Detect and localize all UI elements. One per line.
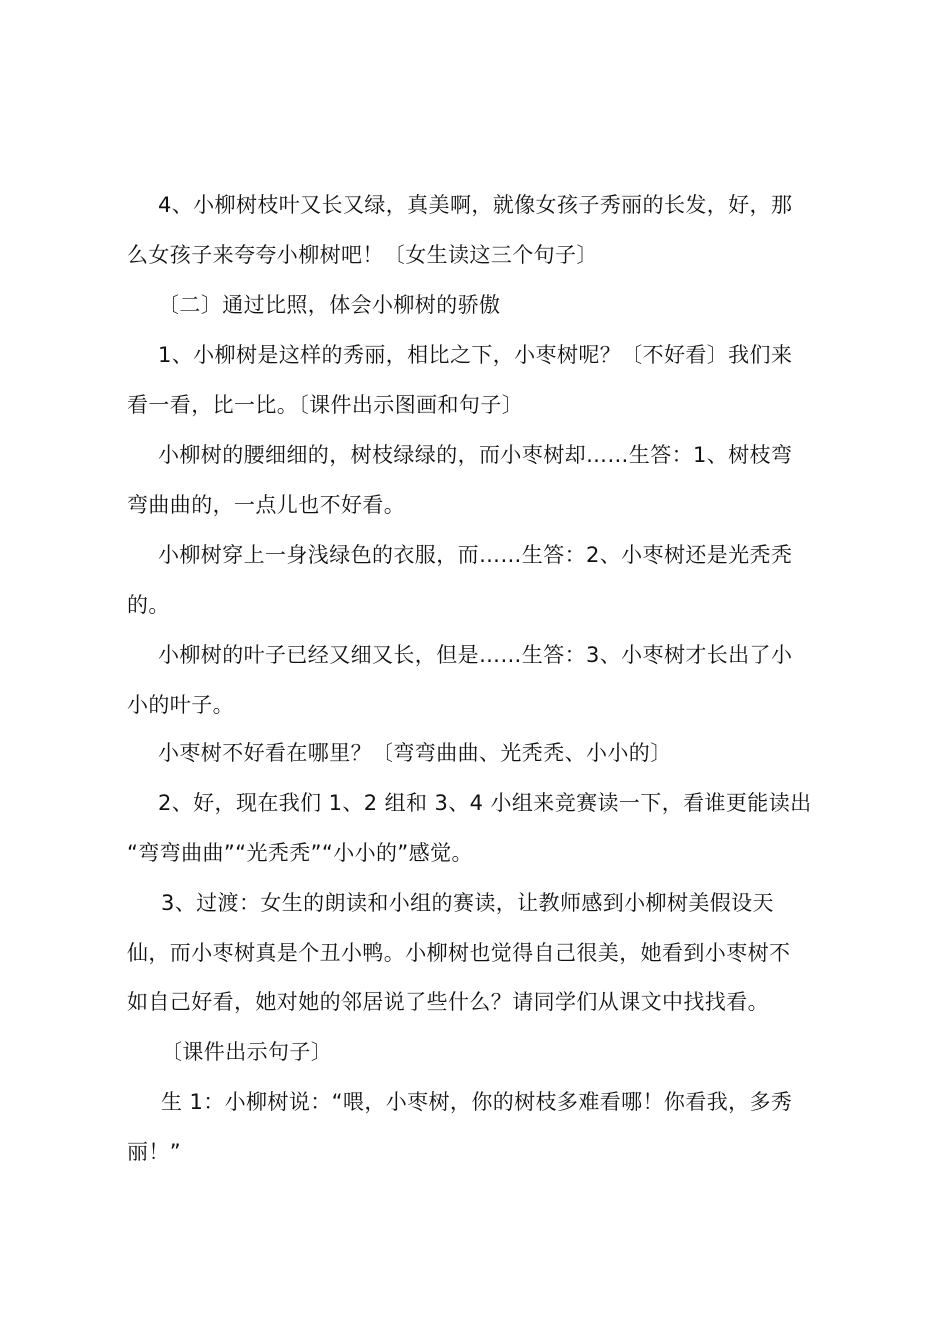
paragraph-11-line-1: 生 1：小柳树说：“喂，小枣树，你的树枝多难看哪！你看我，多秀	[161, 1090, 793, 1114]
paragraph-11-line-2: 丽！”	[127, 1140, 182, 1164]
paragraph-4-line-1: 小柳树的腰细细的，树枝绿绿的，而小枣树却……生答：1、树枝弯	[158, 443, 793, 467]
paragraph-5-line-2: 的。	[127, 593, 170, 617]
paragraph-3-line-1: 1、小柳树是这样的秀丽，相比之下，小枣树呢？〔不好看〕我们来	[158, 343, 793, 367]
paragraph-6-line-2: 小的叶子。	[127, 693, 234, 717]
paragraph-4-line-2: 弯曲曲的，一点儿也不好看。	[127, 493, 406, 517]
paragraph-5-line-1: 小柳树穿上一身浅绿色的衣服，而……生答：2、小枣树还是光秃秃	[158, 543, 793, 567]
paragraph-1-line-1: 4、小柳树枝叶又长又绿，真美啊，就像女孩子秀丽的长发，好，那	[158, 193, 793, 217]
paragraph-8-line-2: “弯弯曲曲”“光秃秃”“小小的”感觉。	[127, 841, 473, 865]
paragraph-3-line-2: 看一看，比一比。〔课件出示图画和句子〕	[127, 393, 524, 417]
paragraph-8-line-1: 2、好，现在我们 1、2 组和 3、4 小组来竞赛读一下，看谁更能读出	[158, 791, 812, 815]
section-heading: 〔二〕通过比照，体会小柳树的骄傲	[158, 293, 501, 317]
paragraph-1-line-2: 么女孩子来夸夸小柳树吧！〔女生读这三个句子〕	[127, 243, 598, 267]
paragraph-10-line-1: 〔课件出示句子〕	[161, 1040, 333, 1064]
paragraph-6-line-1: 小柳树的叶子已经又细又长，但是……生答：3、小枣树才长出了小	[158, 643, 793, 667]
paragraph-9-line-3: 如自己好看，她对她的邻居说了些什么？请同学们从课文中找找看。	[127, 990, 769, 1014]
paragraph-9-line-2: 仙，而小枣树真是个丑小鸭。小柳树也觉得自己很美，她看到小枣树不	[127, 941, 791, 965]
paragraph-7-line-1: 小枣树不好看在哪里？〔弯弯曲曲、光秃秃、小小的〕	[158, 741, 672, 765]
paragraph-9-line-1: 3、过渡：女生的朗读和小组的赛读，让教师感到小柳树美假设天	[161, 891, 774, 915]
